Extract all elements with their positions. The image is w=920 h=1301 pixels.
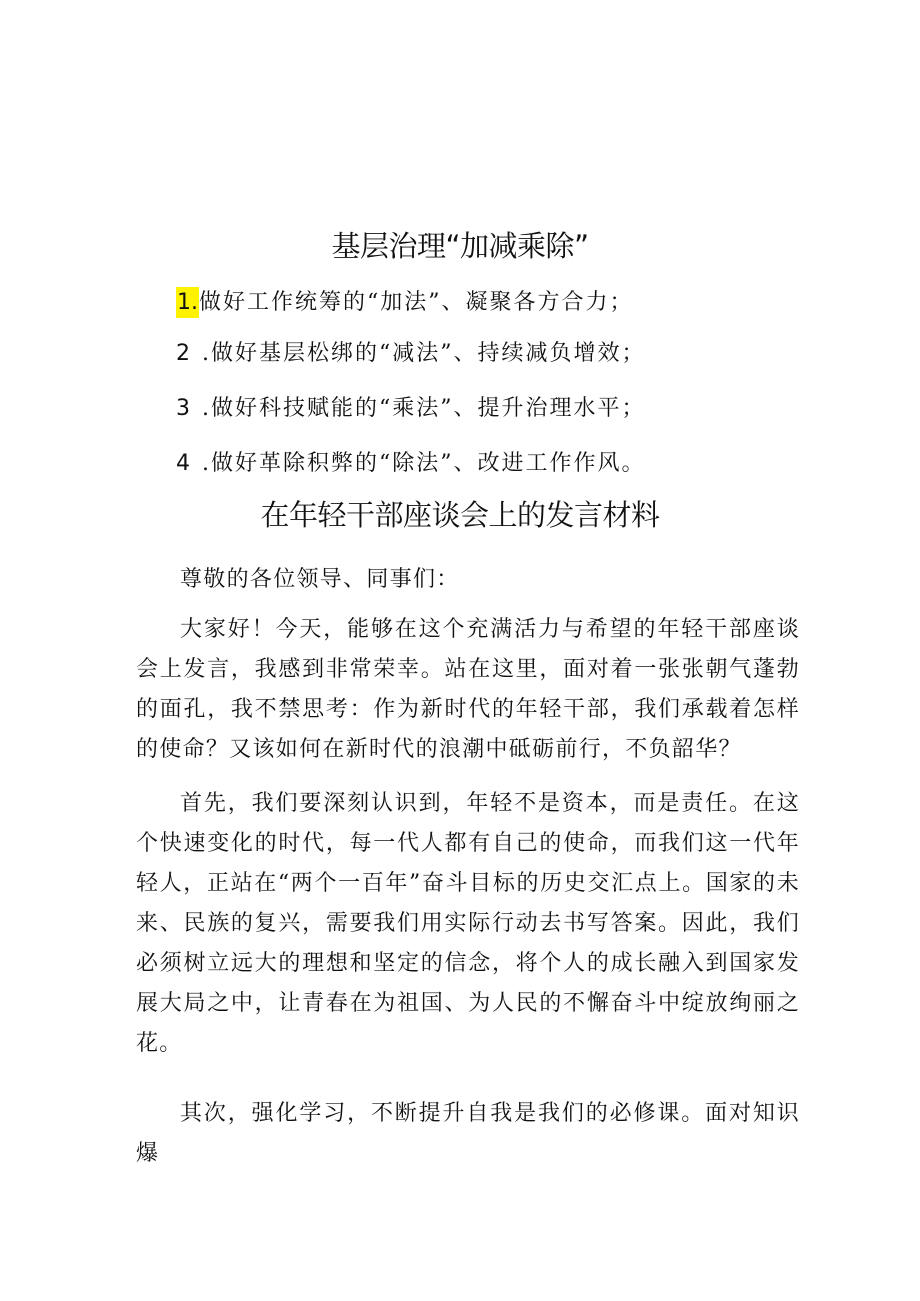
list-item [176, 286, 646, 318]
list-item-text: 做好基层松绑的“减法”、持续减负增效； [211, 341, 646, 366]
list-item [176, 340, 646, 367]
list-item [176, 450, 646, 477]
paragraph: 大家好！今天，能够在这个充满活力与希望的年轻干部座谈会上发言，我感到非常荣幸。站在这里，面对着一张张朝气蓬勃的面孔，我不禁思考：作为新时代的年轻干部，我们承载着怎样的使命？又该如何在新时代的浪潮中砥砺前行，不负韶华？ [136, 617, 800, 762]
list-item [176, 395, 646, 422]
paragraph: 其次，强化学习，不断提升自我是我们的必修课。面对知识爆 [136, 1101, 800, 1166]
list-number: 2 [176, 341, 190, 366]
list-number: 4 [176, 451, 190, 476]
list-number-separator: . [202, 341, 209, 366]
list-item-text: 做好革除积弊的“除法”、改进工作作风。 [211, 451, 646, 476]
list-number: 3 [176, 396, 190, 421]
list-number-separator: . [202, 396, 209, 421]
greeting: 尊敬的各位领导、同事们： [180, 567, 460, 592]
list-number-separator: . [202, 451, 209, 476]
governance-list [176, 286, 646, 505]
list-item-text: 做好工作统筹的“加法”、凝聚各方合力； [199, 289, 634, 315]
list-item-text: 做好科技赋能的“乘法”、提升治理水平； [211, 396, 646, 421]
speech-body [136, 560, 800, 1174]
list-number-highlighted: 1. [176, 287, 199, 318]
paragraph: 首先，我们要深刻认识到，年轻不是资本，而是责任。在这个快速变化的时代，每一代人都有自己的使命，而我们这一代年轻人，正站在“两个一百年”奋斗目标的历史交汇点上。国家的未来、民族的复兴，需要我们用实际行动去书写答案。因此，我们必须树立远大的理想和坚定的信念，将个人的成长融入到国家发展大局之中，让青春在为祖国、为人民的不懈奋斗中绽放绚丽之花。 [136, 791, 800, 1056]
heading-governance: 基层治理“加减乘除” [331, 229, 589, 263]
heading-speech: 在年轻干部座谈会上的发言材料 [260, 498, 660, 532]
